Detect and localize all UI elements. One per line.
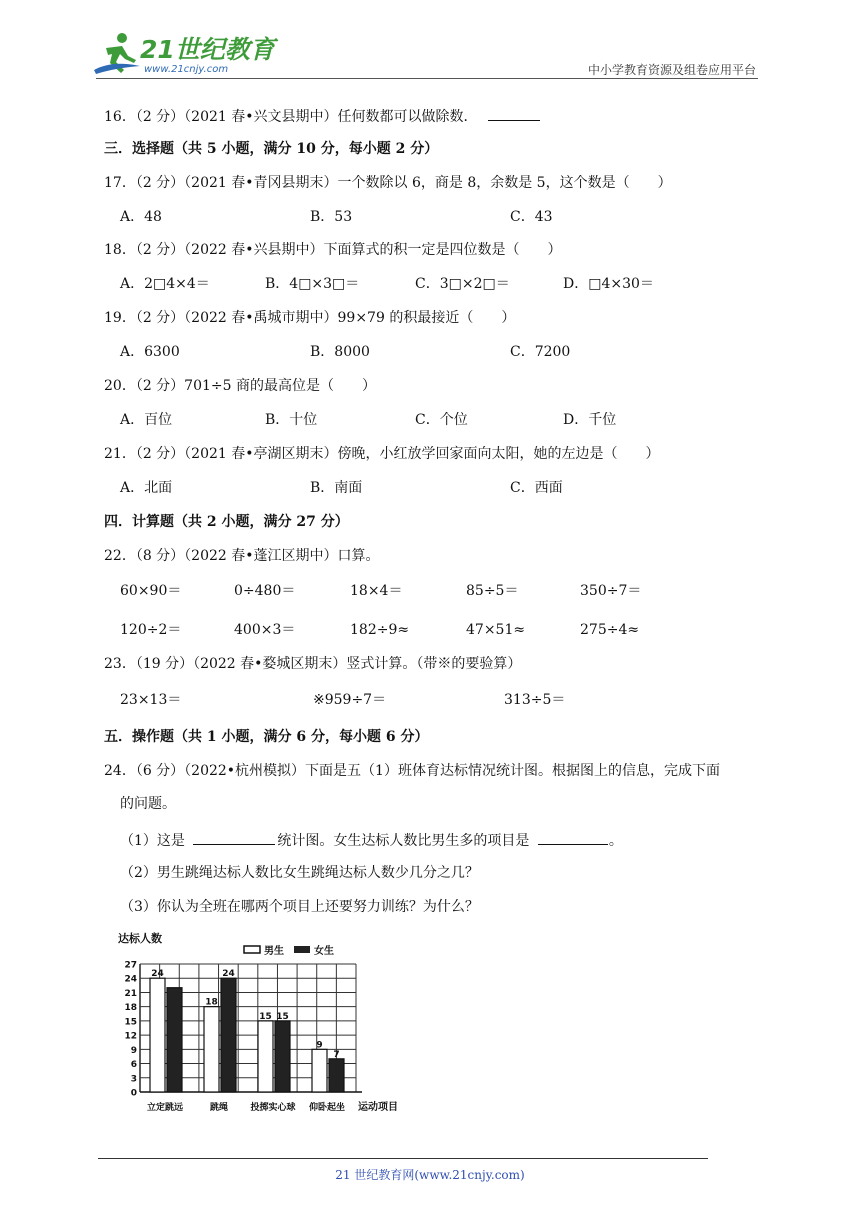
sub1-part-a: （1）这是	[120, 833, 185, 849]
bar-girls	[167, 988, 182, 1092]
question-21-text: 21．（2 分）（2021 春•亭湖区期末）傍晚，小红放学回家面向太阳，她的左边是（ ）	[104, 446, 660, 462]
chart-legend	[244, 944, 334, 957]
bar-value-label: 9	[316, 1040, 323, 1051]
oral-calc-item: 85÷5＝	[466, 583, 519, 599]
x-category-label: 立定跳远	[146, 1103, 184, 1113]
footer-text: 21 世纪教育网(www.21cnjy.com)	[335, 1168, 525, 1182]
answer-blank[interactable]	[538, 830, 608, 845]
option-b[interactable]: B．53	[310, 209, 353, 225]
question-17-text: 17．（2 分）（2021 春•青冈县期末）一个数除以 6，商是 8，余数是 5，这个数是（ ）	[104, 175, 672, 191]
option-c[interactable]: C．个位	[415, 412, 468, 428]
option-d[interactable]: D．□4×30＝	[563, 276, 654, 292]
section-4-title: 四．计算题（共 2 小题，满分 27 分）	[104, 514, 349, 530]
x-category-label: 跳绳	[209, 1103, 229, 1113]
answer-blank[interactable]	[488, 106, 540, 121]
x-category-label: 投掷实心球	[250, 1103, 296, 1113]
y-tick-label: 21	[124, 988, 137, 999]
option-c[interactable]: C．43	[510, 209, 553, 225]
question-20-text: 20．（2 分）701÷5 商的最高位是（ ）	[104, 378, 376, 394]
bar-value-label: 15	[276, 1011, 289, 1022]
logo-url: www.21cnjy.com	[144, 64, 229, 75]
bar-value-label: 24	[151, 969, 164, 980]
option-a[interactable]: A．2□4×4＝	[120, 276, 210, 292]
bar-value-label: 15	[259, 1011, 272, 1022]
runner-logo-icon	[92, 30, 142, 76]
bar-value-label: 7	[333, 1049, 340, 1060]
option-a[interactable]: A．百位	[120, 412, 173, 428]
option-b[interactable]: B．南面	[310, 480, 363, 496]
question-24-sub-2: （2）男生跳绳达标人数比女生跳绳达标人数少几分之几？	[120, 865, 479, 881]
bar-value-label: 24	[222, 969, 235, 980]
oral-calc-item: 400×3＝	[234, 622, 296, 638]
option-a[interactable]: A．48	[120, 209, 162, 225]
bar-girls	[329, 1059, 344, 1092]
option-b[interactable]: B．4□×3□＝	[265, 276, 360, 292]
option-c[interactable]: C．3□×2□＝	[415, 276, 510, 292]
option-b[interactable]: B．十位	[265, 412, 318, 428]
y-tick-label: 3	[130, 1074, 137, 1085]
question-18-text: 18．（2 分）（2022 春•兴县期中）下面算式的积一定是四位数是（ ）	[104, 242, 562, 258]
option-a[interactable]: A．6300	[120, 344, 180, 360]
y-tick-label: 6	[130, 1060, 137, 1071]
y-axis-ticks	[124, 961, 137, 1099]
legend-swatch-boys	[244, 946, 260, 953]
oral-calc-item: 47×51≈	[466, 622, 526, 638]
question-24-line-1: 24．（6 分）（2022•杭州模拟）下面是五（1）班体育达标情况统计图。根据图上的信息，完成下面	[104, 763, 720, 779]
bar-girls	[275, 1021, 290, 1092]
y-tick-label: 0	[130, 1088, 137, 1099]
option-c[interactable]: C．7200	[510, 344, 571, 360]
written-calc-item: ※959÷7＝	[313, 692, 387, 708]
y-tick-label: 15	[124, 1017, 137, 1028]
question-23-text: 23．（19 分）（2022 春•婺城区期末）竖式计算。（带※的要验算）	[104, 656, 522, 672]
question-16-text: 16．（2 分）（2021 春•兴文县期中）任何数都可以做除数．	[104, 109, 478, 125]
option-a[interactable]: A．北面	[120, 480, 173, 496]
oral-calc-item: 350÷7＝	[580, 583, 642, 599]
section-3-title: 三．选择题（共 5 小题，满分 10 分，每小题 2 分）	[104, 141, 439, 157]
written-calc-item: 313÷5＝	[504, 692, 566, 708]
x-category-label: 仰卧起坐	[308, 1103, 346, 1113]
footer-rule	[98, 1158, 708, 1159]
oral-calc-item: 18×4＝	[350, 583, 403, 599]
logo-text: 21世纪教育	[140, 35, 275, 64]
question-24-sub-3: （3）你认为全班在哪两个项目上还要努力训练？为什么？	[120, 899, 479, 915]
header-platform-text: 中小学教育资源及组卷应用平台	[587, 63, 756, 77]
bar-boys	[312, 1049, 327, 1092]
oral-calc-item: 275÷4≈	[580, 622, 640, 638]
x-axis-label: 运动项目	[358, 1102, 398, 1113]
sub1-part-b: 统计图。女生达标人数比男生多的项目是	[277, 833, 530, 849]
y-axis-label: 达标人数	[118, 932, 162, 945]
question-16	[104, 106, 540, 126]
option-c[interactable]: C．西面	[510, 480, 563, 496]
y-tick-label: 12	[124, 1031, 137, 1042]
bar-girls	[221, 978, 236, 1092]
y-tick-label: 24	[124, 974, 137, 985]
question-24-line-2: 的问题。	[120, 796, 176, 812]
legend-label-boys: 男生	[264, 946, 284, 957]
oral-calc-item: 120÷2＝	[120, 622, 182, 638]
sub1-part-c: 。	[608, 833, 623, 849]
y-tick-label: 9	[130, 1045, 137, 1056]
option-d[interactable]: D．千位	[563, 412, 617, 428]
oral-calc-item: 182÷9≈	[350, 622, 410, 638]
y-tick-label: 18	[124, 1003, 137, 1014]
bar-chart	[116, 928, 416, 1118]
header-logo	[92, 30, 275, 78]
question-24-sub-1	[120, 830, 623, 850]
bar-boys	[204, 1007, 219, 1092]
bar-boys	[150, 978, 165, 1092]
section-5-title: 五．操作题（共 1 小题，满分 6 分，每小题 6 分）	[104, 729, 429, 745]
answer-blank[interactable]	[193, 830, 275, 845]
written-calc-item: 23×13＝	[120, 692, 182, 708]
header-rule	[96, 78, 758, 79]
statistics-chart	[116, 928, 416, 1118]
y-tick-label: 27	[124, 960, 137, 971]
legend-label-girls: 女生	[314, 946, 334, 957]
bar-boys	[258, 1021, 273, 1092]
oral-calc-item: 60×90＝	[120, 583, 182, 599]
oral-calc-item: 0÷480＝	[234, 583, 296, 599]
legend-swatch-girls	[294, 946, 310, 953]
question-22-text: 22．（8 分）（2022 春•蓬江区期中）口算。	[104, 548, 380, 564]
question-19-text: 19．（2 分）（2022 春•禹城市期中）99×79 的积最接近（ ）	[104, 310, 516, 326]
bar-value-label: 18	[205, 997, 218, 1008]
option-b[interactable]: B．8000	[310, 344, 370, 360]
x-axis-categories	[147, 1101, 345, 1113]
